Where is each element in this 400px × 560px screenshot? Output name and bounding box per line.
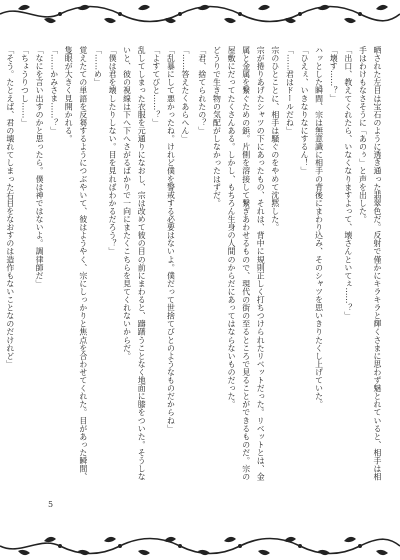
paragraph: 「出口、教えてくれたら、いなくなりますよって、壊さんといてぇ……？」 (343, 46, 353, 320)
paragraph: 宗のひとことに、相手は騒ぐのをやめて沈黙した。 (270, 46, 280, 232)
page-number: 5 (48, 500, 54, 509)
paragraph: 「君、捨てられたの？」 (197, 46, 207, 135)
paragraph: 「なにを言い出すのかと思ったら。僕は神ではないよ。調律師だ」 (35, 46, 45, 288)
bottom-vine-ornament (0, 532, 400, 560)
paragraph: どうりで生き物の気配がしなかったはずだ。 (212, 46, 222, 207)
text-column-left (5, 46, 192, 486)
text-column-right (197, 46, 384, 486)
paragraph: 「そう。たとえば、君の壊れてしまった右目をなおすのは造作もないことなのだけれど」 (5, 46, 15, 368)
paragraph: 「ちょうりつし……」 (20, 46, 30, 127)
paragraph: 覚えたての単語を反芻するようにつぶやいて、彼はようやく、宗にしっかりと焦点を合わせてくれた。目があった瞬間、隻眼が大きく見開かれる。 (64, 46, 88, 481)
paragraph: 宗が捲りあげたシャツの下にあったもの、それは、背中に規則正しく打ちつけられたリベットだった。リベットとは、金属と金属を繋ぐための鋲。片側を溶接して繋ぎあわせるもので、現代の街の至るところで見ることができるものだ。宗の屋敷にだってたくさんある。しかし、もちろん生身の人間のからだにあってはならないものだった。 (227, 46, 266, 481)
paragraph: 「壊す……？」 (329, 46, 339, 103)
top-vine-ornament (0, 0, 400, 28)
paragraph: 「……君はドールだね」 (285, 46, 295, 135)
paragraph: ハッとした瞬間、宗は無意識に相手の背後にまわり込み、そのシャツを思いきりたくし上げていた。 (314, 46, 324, 409)
paragraph: 「……答えたくあらへん」 (181, 46, 190, 143)
paragraph: 「よすてびと……？」 (151, 46, 161, 127)
paragraph: 「……め」 (93, 46, 103, 87)
paragraph: 乱してしまった衣服を元通りになおし、宗は改めて彼の目の前にまわると、躊躇うことなく地面に膝をついた。そうしないと、彼の視線は下へ下へさがるばかりで一向にまたくこちらを見てくれないからだ。 (122, 46, 147, 481)
paragraph: 「……かみさま……？」 (49, 46, 59, 135)
paragraph: 「乱暴にして悪かったね。けれど僕を警戒する必要はないよ。僕だって世捨てびとのようなものだからね」 (166, 46, 176, 433)
paragraph: 「ひえぇ、いきなりなにするん！」 (300, 46, 310, 175)
paragraph: 「僕は君を壊したりしない。目を見ればわかるだろう？」 (108, 46, 118, 256)
paragraph: 晒された左目は宝石のように透き通った翡翠色だ。反射で僅かにキラキラと輝くさまに思わず魅とれていると、相手は相手はわけもなさそうに「あのぅ」と声を出した。 (358, 46, 382, 481)
